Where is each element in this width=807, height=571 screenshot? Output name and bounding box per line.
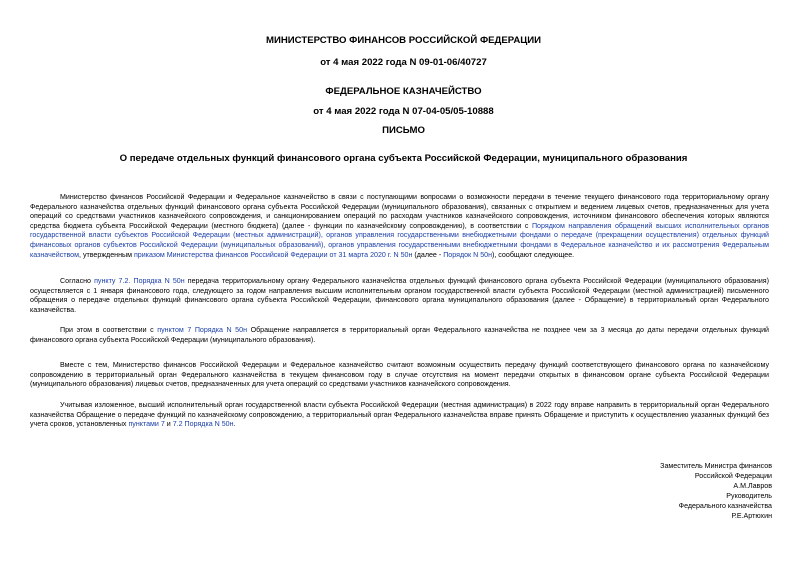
signature-line-1: Заместитель Министра финансов bbox=[660, 462, 772, 470]
signature-block bbox=[572, 462, 772, 521]
paragraph-5-text-b: и bbox=[164, 420, 173, 429]
paragraph-5-text-c: . bbox=[233, 420, 236, 429]
link-minfin-order-50n[interactable]: приказом Министерства финансов Российской Федерации от 31 марта 2020 г. N 50н bbox=[133, 250, 413, 259]
paragraph-2-text-b: передача территориальному органу Федерального казначейства отдельных функций финансового органа субъекта Российской Федерации (муниципального образования) осуществляется с 1 января финансового года, следующего за годом направления высшим исполнительным органом государственной власти субъекта Российской Федерации (местной администрацией) письменного обращения о передаче отдельных функций финансового органа субъекта Российской Федерации, финансового органа муниципального образования (далее - Обращение) в территориальный орган Федерального казначейства. bbox=[30, 277, 770, 314]
paragraph-1-text-c: (далее - bbox=[412, 250, 444, 259]
paragraph-1-text-d: ), сообщают следующее. bbox=[492, 250, 575, 259]
paragraph-2-text-a: Согласно bbox=[60, 277, 95, 285]
paragraph-5 bbox=[30, 401, 769, 430]
signature-line-2: Российской Федерации bbox=[694, 471, 772, 480]
ministry-title: МИНИСТЕРСТВО ФИНАНСОВ РОССИЙСКОЙ ФЕДЕРАЦИИ bbox=[265, 35, 542, 46]
signature-line-5: Федерального казначейства bbox=[678, 501, 772, 510]
treasury-title: ФЕДЕРАЛЬНОЕ КАЗНАЧЕЙСТВО bbox=[325, 86, 482, 97]
paragraph-1 bbox=[30, 193, 769, 260]
link-clauses-7[interactable]: пунктами 7 bbox=[128, 420, 165, 429]
paragraph-4: Вместе с тем, Министерство финансов Российской Федерации и Федеральное казначейство считают возможным осуществить передачу функций соответствующего финансового органа по казначейскому сопровождению в территориальный орган Федерального казначейства в текущем финансовом году в случае отсутствия на момент передачи открытых в финансовом органе субъекта Российской Федерации (муниципального образования) лицевых счетов, предназначенных для учета операций со средствами участников казначейского сопровождения. bbox=[30, 361, 769, 389]
link-order-procedure[interactable]: Порядком направления обращений высших исполнительных органов государственной власти субъектов Российской Федерации (местных администраций), органов управления государственными внебюджетными фондами о передаче (прекращении осуществления) отдельных функций финансовых органов субъектов Российской Федерации (муниципальных образований), органов управления государственными внебюджетными фондами в Федеральное казначейство и их рассмотрения Федеральным казначейством bbox=[30, 221, 769, 259]
paragraph-2 bbox=[30, 277, 769, 315]
paragraph-5-text-a: Учитывая изложенное, высший исполнительный орган государственной власти субъекта Российской Федерации (местная администрация) в 2022 году вправе направить в территориальный орган Федерального казначейства Обращение о передаче функций по казначейскому сопровождению, а территориальный орган Федерального казначейства вправе принять Обращение и приступить к осуществлению указанных функций без учета сроков, установленных bbox=[30, 401, 769, 429]
signature-line-3: А.М.Лавров bbox=[733, 481, 772, 490]
paragraph-3 bbox=[30, 326, 769, 345]
link-clause-7-2[interactable]: пункту 7.2. Порядка N 50н bbox=[94, 277, 185, 285]
signature-line-4: Руководитель bbox=[726, 491, 772, 500]
paragraph-3-text-a: При этом в соответствии с bbox=[60, 326, 158, 334]
paragraph-1-text-b: , утвержденным bbox=[79, 250, 134, 259]
ministry-letter-date: от 4 мая 2022 года N 09-01-06/40727 bbox=[320, 57, 487, 68]
document-subject: О передаче отдельных функций финансового органа субъекта Российской Федерации, муниципального образования bbox=[119, 153, 688, 164]
document-type: ПИСЬМО bbox=[382, 125, 425, 136]
link-clause-7[interactable]: пунктом 7 Порядка N 50н bbox=[157, 326, 247, 334]
link-clause-7-2-procedure[interactable]: 7.2 Порядка N 50н bbox=[172, 420, 234, 429]
signature-line-6: Р.Е.Артюхин bbox=[731, 511, 772, 520]
treasury-letter-date: от 4 мая 2022 года N 07-04-05/05-10888 bbox=[313, 106, 494, 117]
paragraph-1-text-a: Министерство финансов Российской Федерации и Федеральное казначейство в связи с поступающими вопросами о возможности передачи в течение текущего финансового года территориальному органу Федерального казначейства отдельных функций финансового органа субъекта Российской Федерации (муниципального образования), связанных с открытием и ведением лицевых счетов, предназначенных для учета операций со средствами участников казначейского сопровождения, и санкционированием операций по расходам участников казначейского сопровождения, источником финансового обеспечения которых являются средства бюджета субъекта Российской Федерации (местного бюджета) (далее - функции по казначейскому сопровождению), в соответствии с bbox=[30, 193, 769, 230]
link-procedure-50n[interactable]: Порядок N 50н bbox=[443, 250, 492, 259]
paragraph-3-text-b: Обращение направляется в территориальный орган Федерального казначейства не позднее чем за 3 месяца до даты передачи отдельных функций финансового органа субъекта Российской Федерации (муниципального образования). bbox=[30, 326, 769, 344]
